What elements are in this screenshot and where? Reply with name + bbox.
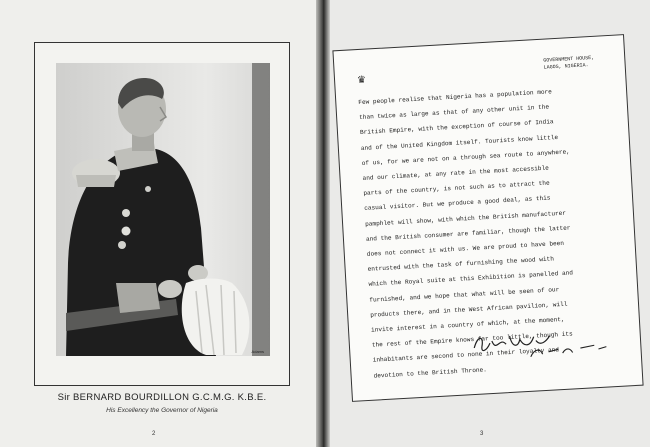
letter-line: inhabitants are second to none in their loyalty and	[372, 346, 560, 365]
letter-line: British Empire, with the exception of course of India	[359, 118, 554, 137]
letter-line: devotion to the British Throne.	[373, 365, 488, 380]
portrait-photo	[56, 63, 270, 356]
letterhead	[543, 55, 595, 72]
letter-line: which the Royal suite at this Exhibition is panelled and	[368, 269, 574, 289]
crown-crest-icon: ♛	[356, 74, 367, 87]
page-number-right: 3	[480, 431, 484, 437]
photo-credit: Adams	[251, 349, 264, 354]
letter-line: invite interest in a country of which, at the moment,	[370, 315, 565, 334]
portrait-frame	[34, 42, 290, 386]
letter-line: pamphlet will show, with which the British manufacturer	[364, 209, 567, 228]
letter-line: does not connect it with us. We are proud to have been	[366, 239, 565, 258]
letterhead-line-1: GOVERNMENT HOUSE,	[543, 54, 595, 64]
letter-line: and our climate, at any rate in the most accessible	[362, 164, 550, 182]
book-gutter	[316, 0, 330, 447]
letter-line: casual visitor. But we produce a good deal, as this	[364, 194, 551, 213]
letter-line: the rest of the Empire knows far too little, though its	[371, 330, 573, 349]
left-page	[0, 0, 318, 447]
letter-line: entrusted with the task of furnishing the wood with	[367, 255, 555, 274]
letter-sheet	[332, 34, 643, 402]
portrait-caption-name: Sir BERNARD BOURDILLON G.C.M.G. K.B.E.	[57, 392, 267, 403]
right-page	[330, 0, 650, 447]
letterhead-line-2: LAGOS, NIGERIA.	[543, 62, 589, 71]
letter-line: and of the United Kingdom itself. Tourists know little	[360, 133, 559, 152]
letter-line: than twice as large as that of any other unit in the	[359, 103, 550, 122]
portrait-caption-title: His Excellency the Governor of Nigeria	[106, 407, 218, 414]
letter-line: products there, and in the West African pavilion, will	[370, 300, 568, 319]
letter-line: Few people realise that Nigeria has a population more	[358, 88, 553, 107]
letter-line: furnished, and we hope that what will be seen of our	[369, 285, 560, 304]
letter-line: and the British consumer are familiar, though the latter	[365, 224, 571, 243]
letter-line: parts of the country, is not such as to attract the	[363, 179, 550, 198]
letter-line: of us, for we are not on a through sea route to anywhere,	[361, 148, 571, 167]
portrait-illustration	[56, 63, 270, 356]
page-number-left: 2	[152, 431, 156, 437]
